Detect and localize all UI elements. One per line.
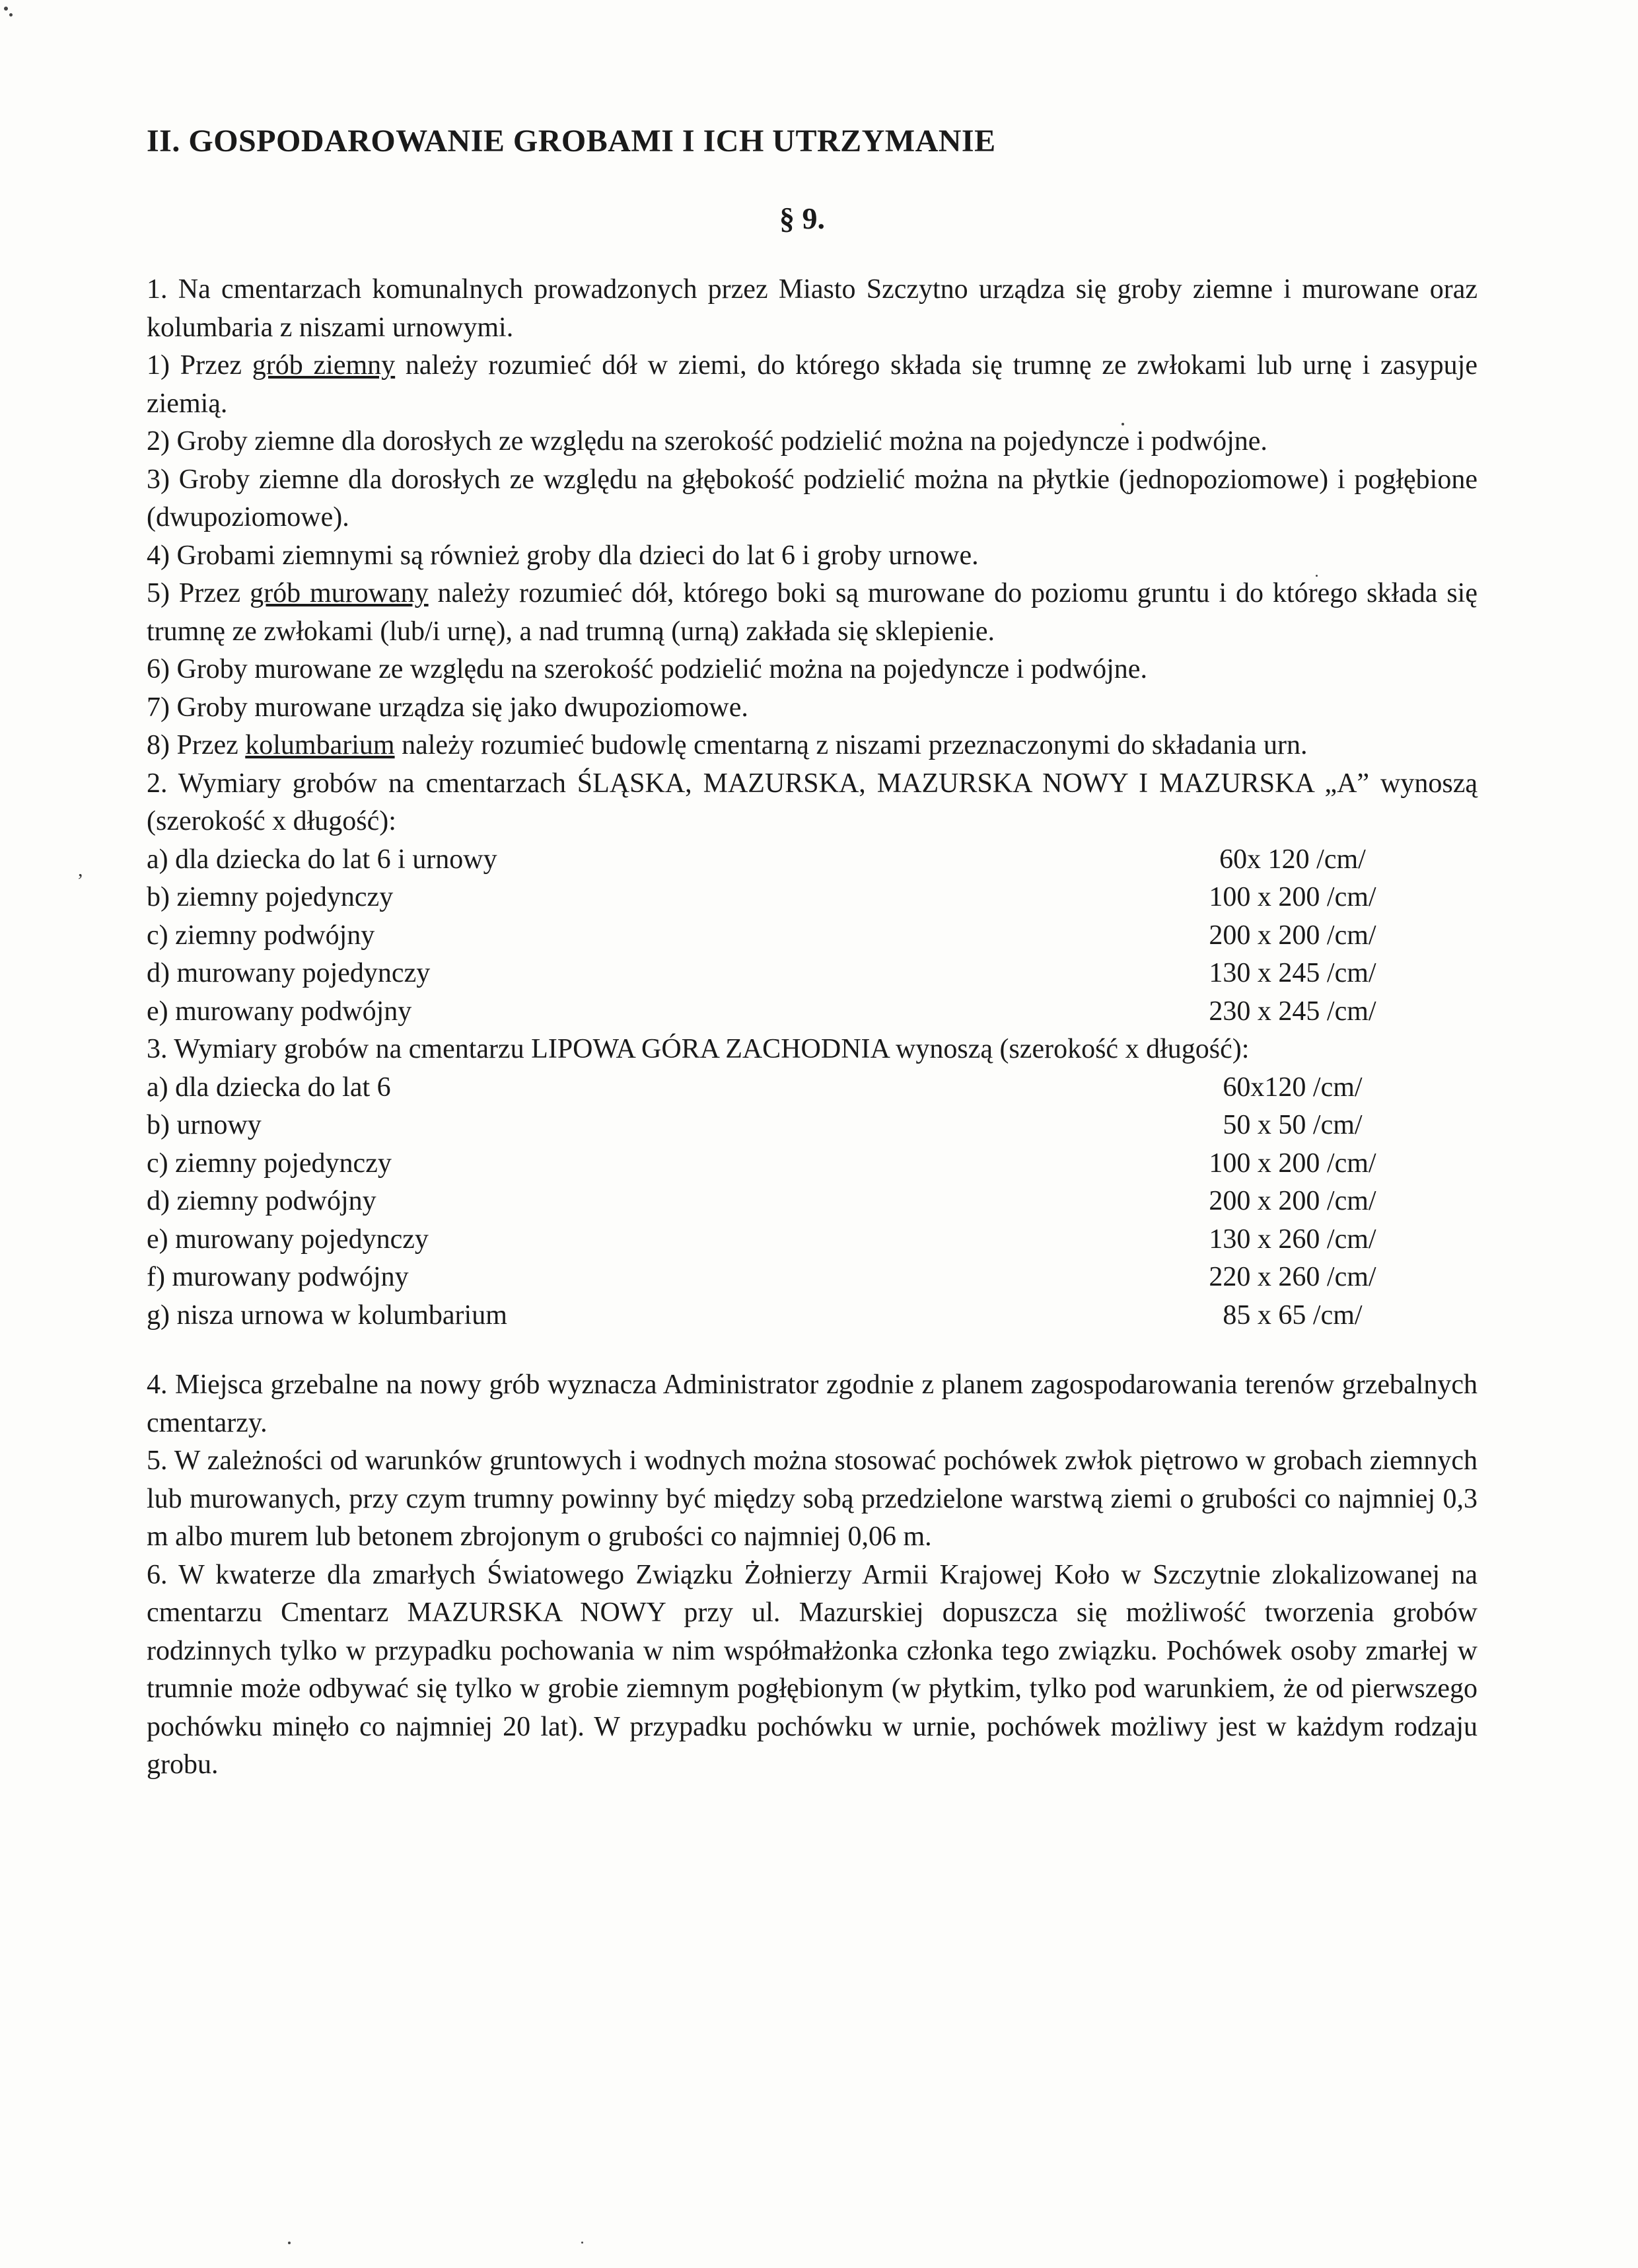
dimension-value: 85 x 65 /cm/ — [1223, 1299, 1363, 1331]
point-1-sub-3: 3) Groby ziemne dla dorosłych ze względu na głębokość podzielić można na płytkie (jednopoziomowe) i pogłębione (dwupoziomowe). — [147, 464, 1478, 532]
dimension-label: a) dla dziecka do lat 6 i urnowy — [147, 844, 497, 875]
point-5: 5. W zależności od warunków gruntowych i wodnych można stosować pochówek zwłok piętrowo w grobach ziemnych lub murowanych, przy czym trumny powinny być między sobą przedzielone warstwą ziemi o grubości co najmniej 0,3 m albo murem lub betonem zbrojonym o grubości co najmniej 0,06 m. — [147, 1445, 1478, 1552]
dimension-value: 200 x 200 /cm/ — [1209, 920, 1376, 951]
dimension-label: c) ziemny pojedynczy — [147, 1148, 392, 1179]
dimension-value: 200 x 200 /cm/ — [1209, 1186, 1376, 1216]
dimension-value: 230 x 245 /cm/ — [1209, 996, 1376, 1027]
scan-speck — [4, 7, 8, 11]
point-3-intro: 3. Wymiary grobów na cmentarzu LIPOWA GÓRA ZACHODNIA wynoszą (szerokość x długość): — [147, 1034, 1250, 1064]
dimension-row — [147, 1183, 1478, 1221]
dimension-label: a) dla dziecka do lat 6 — [147, 1072, 391, 1103]
dimension-row — [147, 1145, 1478, 1183]
dimension-value: 50 x 50 /cm/ — [1223, 1110, 1363, 1140]
sub-text: należy rozumieć budowlę cmentarną z niszami przeznaczonymi do składania urn. — [394, 730, 1308, 760]
dimension-label: b) ziemny pojedynczy — [147, 882, 394, 912]
point-1-sub-1 — [147, 347, 1478, 423]
section-heading: II. GOSPODAROWANIE GROBAMI I ICH UTRZYMANIE — [147, 124, 996, 159]
dimensions-list-3 — [147, 1069, 1478, 1335]
paragraph-gap — [147, 1335, 1478, 1366]
dimension-value: 60x120 /cm/ — [1223, 1072, 1363, 1103]
dimension-value: 220 x 260 /cm/ — [1209, 1262, 1376, 1292]
dimension-row — [147, 879, 1478, 917]
scan-speck — [9, 13, 13, 17]
dimension-label: e) murowany podwójny — [147, 996, 412, 1027]
dimension-value: 130 x 245 /cm/ — [1209, 958, 1376, 988]
sub-text: 5) Przez — [147, 578, 250, 608]
point-1-sub-2: 2) Groby ziemne dla dorosłych ze względu na szerokość podzielić można na pojedyncze i podwójne. — [147, 426, 1267, 457]
dimension-row — [147, 917, 1478, 955]
dimension-label: e) murowany pojedynczy — [147, 1224, 429, 1255]
scan-mark: , — [78, 859, 83, 881]
dimension-label: c) ziemny podwójny — [147, 920, 375, 951]
dimension-value: 100 x 200 /cm/ — [1209, 882, 1376, 912]
paragraph-number: § 9. — [779, 201, 825, 235]
sub-text: 8) Przez — [147, 730, 246, 760]
dimension-row — [147, 841, 1478, 879]
dimensions-list-2 — [147, 841, 1478, 1031]
dimension-value: 100 x 200 /cm/ — [1209, 1148, 1376, 1179]
defined-term: grób ziemny — [252, 350, 396, 381]
dimension-row — [147, 1297, 1478, 1335]
point-1-sub-6: 6) Groby murowane ze względu na szerokość podzielić można na pojedyncze i podwójne. — [147, 654, 1147, 684]
point-1-sub-4: 4) Grobami ziemnymi są również groby dla dzieci do lat 6 i groby urnowe. — [147, 540, 979, 571]
dimension-label: b) urnowy — [147, 1110, 262, 1140]
dimension-row — [147, 1259, 1478, 1297]
document-body — [147, 271, 1478, 1784]
dimension-value: 130 x 260 /cm/ — [1209, 1224, 1376, 1255]
point-1-sub-5 — [147, 575, 1478, 651]
dimension-label: d) ziemny podwójny — [147, 1186, 376, 1216]
dimension-row — [147, 1069, 1478, 1107]
defined-term: grób murowany — [250, 578, 429, 608]
dimension-row — [147, 1221, 1478, 1259]
dimension-label: d) murowany pojedynczy — [147, 958, 431, 988]
point-1: 1. Na cmentarzach komunalnych prowadzonych przez Miasto Szczytno urządza się groby ziemne i murowane oraz kolumbaria z niszami urnowymi. — [147, 274, 1478, 343]
point-4: 4. Miejsca grzebalne na nowy grób wyznacza Administrator zgodnie z planem zagospodarowania terenów grzebalnych cmentarzy. — [147, 1370, 1478, 1438]
dimension-label: g) nisza urnowa w kolumbarium — [147, 1299, 507, 1331]
defined-term: kolumbarium — [245, 730, 395, 760]
dimension-value: 60x 120 /cm/ — [1219, 844, 1366, 875]
dimension-label: f) murowany podwójny — [147, 1262, 409, 1292]
point-2-intro: 2. Wymiary grobów na cmentarzach ŚLĄSKA, MAZURSKA, MAZURSKA NOWY I MAZURSKA „A” wynoszą (szerokość x długość): — [147, 768, 1478, 836]
scan-speck — [581, 2242, 583, 2244]
sub-text: 1) Przez — [147, 350, 252, 381]
point-1-sub-8 — [147, 727, 1478, 765]
scan-speck — [288, 2242, 291, 2244]
point-6: 6. W kwaterze dla zmarłych Światowego Związku Żołnierzy Armii Krajowej Koło w Szczytnie zlokalizowanej na cmentarzu Cmentarz MAZURSKA NOWY przy ul. Mazurskiej dopuszcza się możliwość tworzenia grobów rodzinnych tylko w przypadku pochowania w nim współmałżonka członka tego związku. Pochówek osoby zmarłej w trumnie może odbywać się tylko w grobie ziemnym pogłębionym (w płytkim, tylko pod warunkiem, że od pierwszego pochówku minęło co najmniej 20 lat). W przypadku pochówku w urnie, pochówek możliwy jest w każdym rodzaju grobu. — [147, 1559, 1478, 1780]
sub-text: należy rozumieć dół, którego boki są murowane do poziomu gruntu i do którego składa się trumnę ze zwłokami (lub/i urnę), a nad trumną (urną) zakłada się sklepienie. — [147, 578, 1478, 647]
dimension-row — [147, 1107, 1478, 1145]
dimension-row — [147, 955, 1478, 993]
dimension-row — [147, 993, 1478, 1031]
point-1-sub-7: 7) Groby murowane urządza się jako dwupoziomowe. — [147, 692, 748, 723]
sub-text: należy rozumieć dół w ziemi, do którego składa się trumnę ze zwłokami lub urnę i zasypuje ziemią. — [147, 350, 1478, 419]
